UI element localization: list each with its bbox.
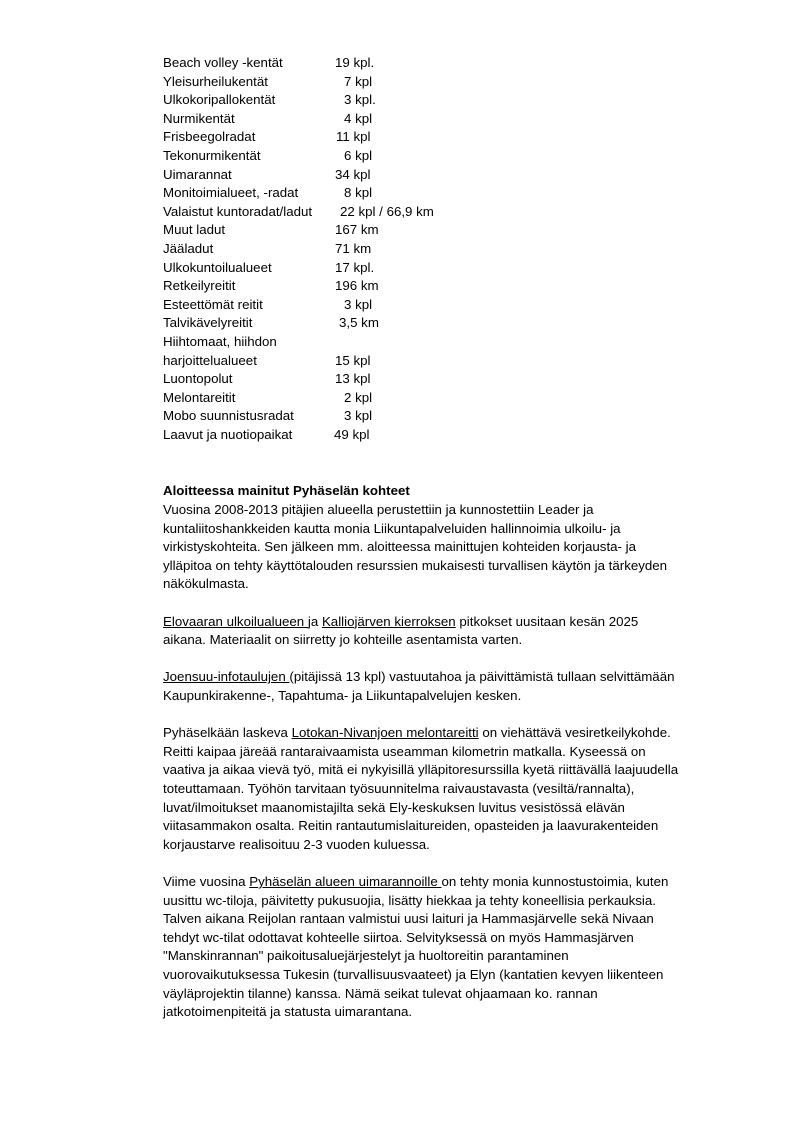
facility-value: 15 kpl (335, 352, 371, 368)
document-page (163, 54, 743, 1040)
paragraph-line: Talven aikana Reijolan rantaan valmistui uusi laituri ja Hammasjärvelle sekä Nivaan (163, 911, 654, 927)
facility-row (163, 389, 743, 408)
paragraph-line (163, 873, 743, 892)
text-fragment: Viime vuosina (163, 873, 250, 889)
facility-value: 167 km (335, 222, 379, 238)
paragraph-line: tehdyt wc-tilat odottavat kohteelle siirtoa. Selvityksessä on myös Hammasjärven (163, 929, 634, 945)
facility-label: Nurmikentät (163, 110, 235, 126)
paragraph-line: "Manskinrannan" paikoitusaluejärjestelyt ja huoltoreitin parantaminen (163, 948, 569, 964)
facility-row (163, 184, 743, 203)
facility-label: Ulkokoripallokentät (163, 92, 276, 108)
facility-label: Frisbeegolradat (163, 129, 256, 145)
text-fragment: Pyhäselkään laskeva (163, 725, 292, 741)
paragraph-uimarannat (163, 873, 743, 1022)
paragraph-line: toteuttamaan. Työhön tarvitaan työsuunnitelma raivaustavasta (vesiltä/rannalta), (163, 780, 635, 796)
facility-label: Jääladut (163, 240, 214, 256)
paragraph-line: Reitti kaipaa järeää rantaraivaamista useamman kilometrin matkalla. Kyseessä on (163, 743, 646, 759)
facility-value: 8 kpl (344, 185, 373, 201)
paragraph-line: vaativa ja aikaa vievä työ, mitä ei nykyisillä ylläpitoresurssilla kyetä riittävällä laajuudella (163, 762, 679, 778)
paragraph-line: Vuosina 2008-2013 pitäjien alueella perustettiin ja kunnostettiin Leader ja (163, 502, 594, 518)
paragraph-line: uusittu wc-tiloja, päivitetty pukusuojia, lisätty hiekkaa ja tehty koneellisia perkauksia. (163, 892, 656, 908)
facility-value: 11 kpl (336, 129, 371, 145)
facility-row (163, 166, 743, 185)
facility-value: 3 kpl (344, 408, 373, 424)
facility-row (163, 314, 743, 333)
facility-value: 7 kpl (344, 73, 373, 89)
link-kalliojarvi[interactable]: Kalliojärven kierroksen (321, 613, 456, 629)
paragraph-line: korjaustarve realisoituu 2-3 vuoden kuluessa. (163, 836, 430, 852)
facility-row (163, 296, 743, 315)
paragraph-line (163, 724, 743, 743)
facility-value: 3,5 km (339, 315, 379, 331)
facility-label: Valaistut kuntoradat/ladut (163, 203, 313, 219)
paragraph-line: virkistyskohteita. Sen jälkeen mm. aloitteessa mainittujen kohteiden korjausta- ja (163, 539, 637, 555)
paragraph-line: viitasammakon osalta. Reitin rantautumislaitureiden, opasteiden ja laavurakenteiden (163, 818, 659, 834)
text-fragment: pitkokset uusitaan kesän 2025 (455, 613, 639, 629)
paragraph-infotaulut (163, 668, 743, 705)
text-fragment: on tehty monia kunnostustoimia, kuten (441, 873, 669, 889)
facility-row (163, 259, 743, 278)
link-uimarannat[interactable]: Pyhäselän alueen uimarannoille (249, 873, 442, 889)
facility-value: 196 km (335, 278, 379, 294)
facility-row (163, 91, 743, 110)
facility-label: Laavut ja nuotiopaikat (163, 426, 293, 442)
section-heading: Aloitteessa mainitut Pyhäselän kohteet (163, 483, 410, 499)
paragraph-line: jatkotoimenpiteitä ja statusta uimarantana. (163, 1004, 413, 1020)
facility-row (163, 426, 743, 445)
link-joensuu-infotaulut[interactable]: Joensuu-infotaulujen (163, 669, 290, 685)
facility-value: 2 kpl (344, 389, 373, 405)
facility-value: 22 kpl / 66,9 km (340, 203, 434, 219)
text-fragment: ja (307, 613, 322, 629)
facility-row (163, 73, 743, 92)
facility-label: Yleisurheilukentät (163, 73, 268, 89)
paragraph-melontareitti (163, 724, 743, 854)
facility-value: 4 kpl (344, 110, 373, 126)
facility-label: Hiihtomaat, hiihdon (163, 333, 277, 349)
facility-label: harjoittelualueet (163, 352, 257, 368)
facility-row (163, 54, 743, 73)
intro-paragraph (163, 501, 743, 594)
paragraph-line: näkökulmasta. (163, 576, 249, 592)
facility-label: Luontopolut (163, 371, 233, 387)
facility-row (163, 352, 743, 371)
facility-value: 17 kpl. (335, 259, 375, 275)
facility-label: Uimarannat (163, 166, 232, 182)
facility-label: Monitoimialueet, -radat (163, 185, 299, 201)
facility-label: Tekonurmikentät (163, 147, 261, 163)
paragraph-line: vuorovaikutuksessa Tukesin (turvallisuusvaateet) ja Elyn (kantatien kevyen liikenteen (163, 966, 664, 982)
facility-value: 3 kpl. (344, 92, 376, 108)
link-lotokan-nivanjoen[interactable]: Lotokan-Nivanjoen melontareitti (291, 725, 479, 741)
facility-label: Muut ladut (163, 222, 226, 238)
facility-row (163, 147, 743, 166)
facilities-list (163, 54, 743, 444)
facility-row (163, 110, 743, 129)
text-fragment: on viehättävä vesiretkeilykohde. (478, 725, 671, 741)
facility-label: Retkeilyreitit (163, 278, 236, 294)
facility-label: Beach volley -kentät (163, 55, 283, 70)
facility-label: Talvikävelyreitit (163, 315, 253, 331)
facility-row (163, 203, 743, 222)
paragraph-elovaara (163, 613, 743, 650)
facility-label: Mobo suunnistusradat (163, 408, 294, 424)
facility-value: 6 kpl (344, 147, 373, 163)
paragraph-line: ylläpitoa on tehty käyttötalouden resurssien mukaisesti turvallisen käytön ja tärkeyden (163, 557, 668, 573)
link-elovaara[interactable]: Elovaaran ulkoilualueen (163, 613, 308, 629)
facility-row (163, 221, 743, 240)
facility-row (163, 240, 743, 259)
facility-value: 13 kpl (335, 371, 371, 387)
paragraph-line (163, 613, 743, 632)
facility-value: 71 km (335, 240, 372, 256)
paragraph-line: väyläprojektin tilanne) kanssa. Nämä seikat tulevat ohjaamaan ko. rannan (163, 985, 598, 1001)
paragraph-line: kuntaliitoshankkeiden kautta monia Liikuntapalveluiden hallinnoimia ulkoilu- ja (163, 520, 621, 536)
text-fragment: (pitäjissä 13 kpl) vastuutahoa ja päivittämistä tullaan selvittämään (289, 669, 675, 685)
facility-row (163, 407, 743, 426)
facility-row (163, 333, 743, 352)
facility-value: 19 kpl. (335, 55, 375, 70)
facility-row (163, 128, 743, 147)
paragraph-line (163, 668, 743, 687)
paragraph-line: Kaupunkirakenne-, Tapahtuma- ja Liikuntapalvelujen kesken. (163, 688, 522, 703)
facility-row (163, 277, 743, 296)
paragraph-line: aikana. Materiaalit on siirretty jo kohteille asentamista varten. (163, 632, 523, 648)
facility-row (163, 370, 743, 389)
paragraph-line: luvat/ilmoitukset maanomistajilta sekä Ely-keskuksen luvitus vesistössä elävän (163, 799, 625, 815)
facility-value: 3 kpl (344, 296, 373, 312)
facility-value: 49 kpl (334, 426, 370, 442)
facility-label: Ulkokuntoilualueet (163, 259, 272, 275)
facility-value: 34 kpl (335, 166, 371, 182)
facility-label: Melontareitit (163, 389, 236, 405)
facility-label: Esteettömät reitit (163, 296, 263, 312)
